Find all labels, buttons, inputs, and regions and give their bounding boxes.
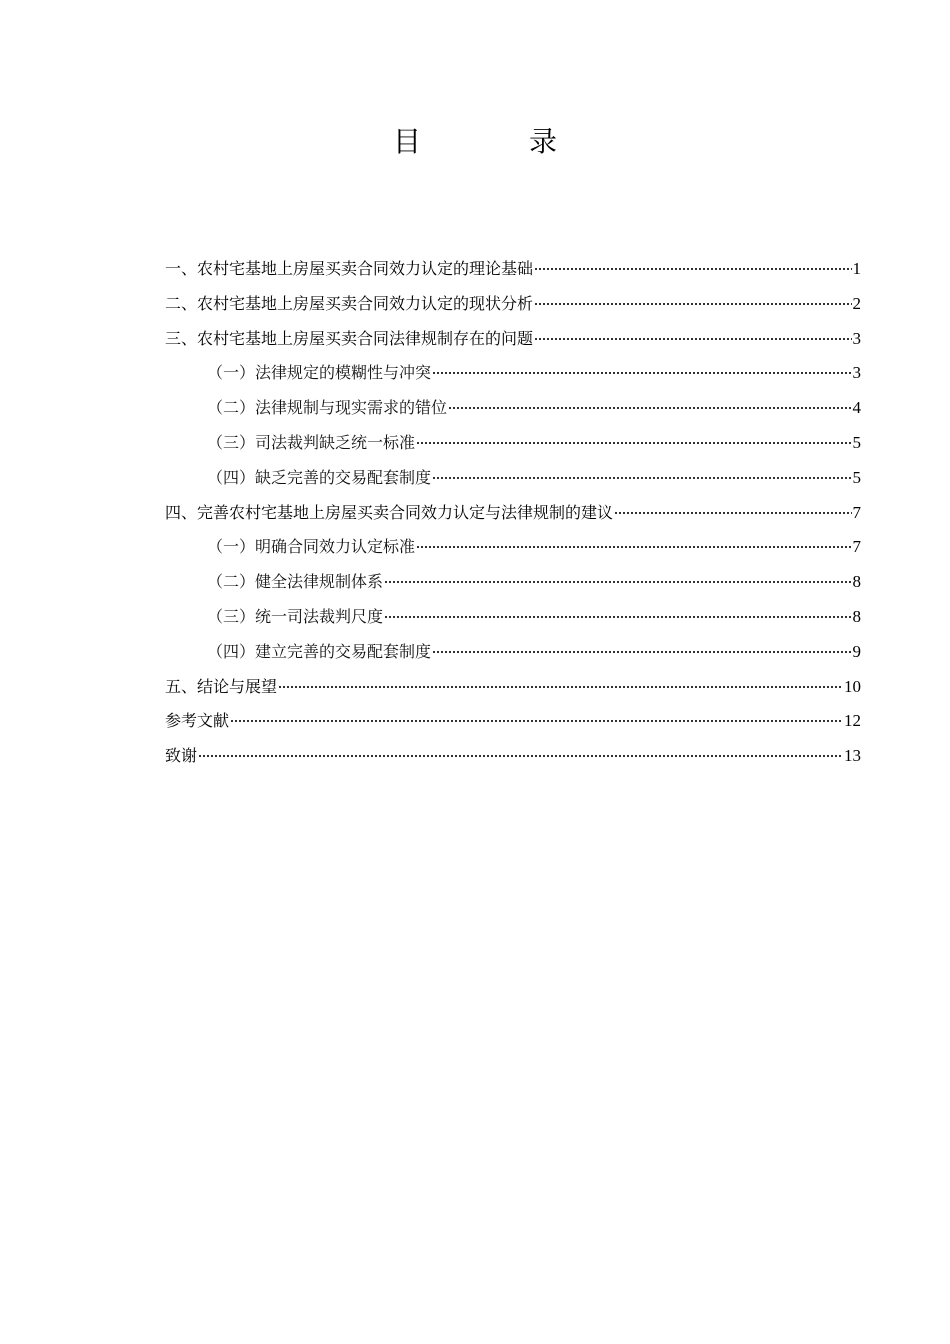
toc-entry-label: （一）法律规定的模糊性与冲突 xyxy=(207,363,432,383)
toc-page-number: 7 xyxy=(852,502,861,522)
toc-dot-leader xyxy=(278,686,843,688)
toc-page-number: 4 xyxy=(852,398,861,418)
toc-dot-leader xyxy=(432,651,851,653)
toc-entry-label: 参考文献 xyxy=(165,711,230,731)
toc-dot-leader xyxy=(448,407,851,409)
toc-entry-label: （三）司法裁判缺乏统一标准 xyxy=(207,432,416,452)
table-of-contents xyxy=(165,252,861,774)
toc-page-number: 5 xyxy=(852,432,861,452)
toc-subentry[interactable] xyxy=(165,600,861,635)
page-title: 目 录 xyxy=(392,125,597,158)
toc-dot-leader xyxy=(384,581,851,583)
toc-entry[interactable] xyxy=(165,287,861,322)
toc-subentry[interactable] xyxy=(165,426,861,461)
toc-entry-label: 四、完善农村宅基地上房屋买卖合同效力认定与法律规制的建议 xyxy=(165,502,614,522)
toc-page-number: 3 xyxy=(852,328,861,348)
toc-page-number: 13 xyxy=(844,746,861,766)
toc-entry[interactable] xyxy=(165,496,861,531)
toc-dot-leader xyxy=(384,616,851,618)
toc-entry-label: （四）缺乏完善的交易配套制度 xyxy=(207,467,432,487)
toc-dot-leader xyxy=(534,338,851,340)
toc-entry-label: 五、结论与展望 xyxy=(165,676,278,696)
toc-page-number: 12 xyxy=(844,711,861,731)
toc-page-number: 10 xyxy=(844,676,861,696)
toc-entry-label: 致谢 xyxy=(165,746,198,766)
toc-entry-label: （三）统一司法裁判尺度 xyxy=(207,606,384,626)
toc-entry-label: （四）建立完善的交易配套制度 xyxy=(207,641,432,661)
toc-subentry[interactable] xyxy=(165,565,861,600)
toc-subentry[interactable] xyxy=(165,391,861,426)
toc-dot-leader xyxy=(432,477,851,479)
toc-dot-leader xyxy=(416,442,851,444)
toc-dot-leader xyxy=(230,720,843,722)
toc-entry-label: （二）法律规制与现实需求的错位 xyxy=(207,398,448,418)
toc-page-number: 7 xyxy=(852,537,861,557)
toc-dot-leader xyxy=(614,512,851,514)
toc-entry-label: （一）明确合同效力认定标准 xyxy=(207,537,416,557)
toc-entry-label: 一、农村宅基地上房屋买卖合同效力认定的理论基础 xyxy=(165,259,534,278)
toc-entry[interactable] xyxy=(165,670,861,705)
toc-entry-label: （二）健全法律规制体系 xyxy=(207,572,384,592)
toc-dot-leader xyxy=(416,546,851,548)
toc-dot-leader xyxy=(198,755,843,757)
toc-entry-label: 三、农村宅基地上房屋买卖合同法律规制存在的问题 xyxy=(165,328,534,348)
toc-page-number: 3 xyxy=(852,363,861,383)
toc-subentry[interactable] xyxy=(165,530,861,565)
toc-entry-label: 二、农村宅基地上房屋买卖合同效力认定的现状分析 xyxy=(165,293,534,313)
toc-subentry[interactable] xyxy=(165,356,861,391)
toc-page-number: 8 xyxy=(852,572,861,592)
toc-dot-leader xyxy=(534,268,851,270)
toc-entry[interactable] xyxy=(165,322,861,357)
toc-page-number: 9 xyxy=(852,641,861,661)
toc-entry[interactable] xyxy=(165,739,861,774)
toc-page-number: 2 xyxy=(852,293,861,313)
toc-entry[interactable] xyxy=(165,704,861,739)
toc-page-number: 1 xyxy=(852,259,861,278)
toc-page-number: 8 xyxy=(852,606,861,626)
toc-page-number: 5 xyxy=(852,467,861,487)
toc-dot-leader xyxy=(432,372,851,374)
toc-entry[interactable] xyxy=(165,252,861,287)
toc-subentry[interactable] xyxy=(165,461,861,496)
toc-subentry[interactable] xyxy=(165,635,861,670)
toc-dot-leader xyxy=(534,303,851,305)
